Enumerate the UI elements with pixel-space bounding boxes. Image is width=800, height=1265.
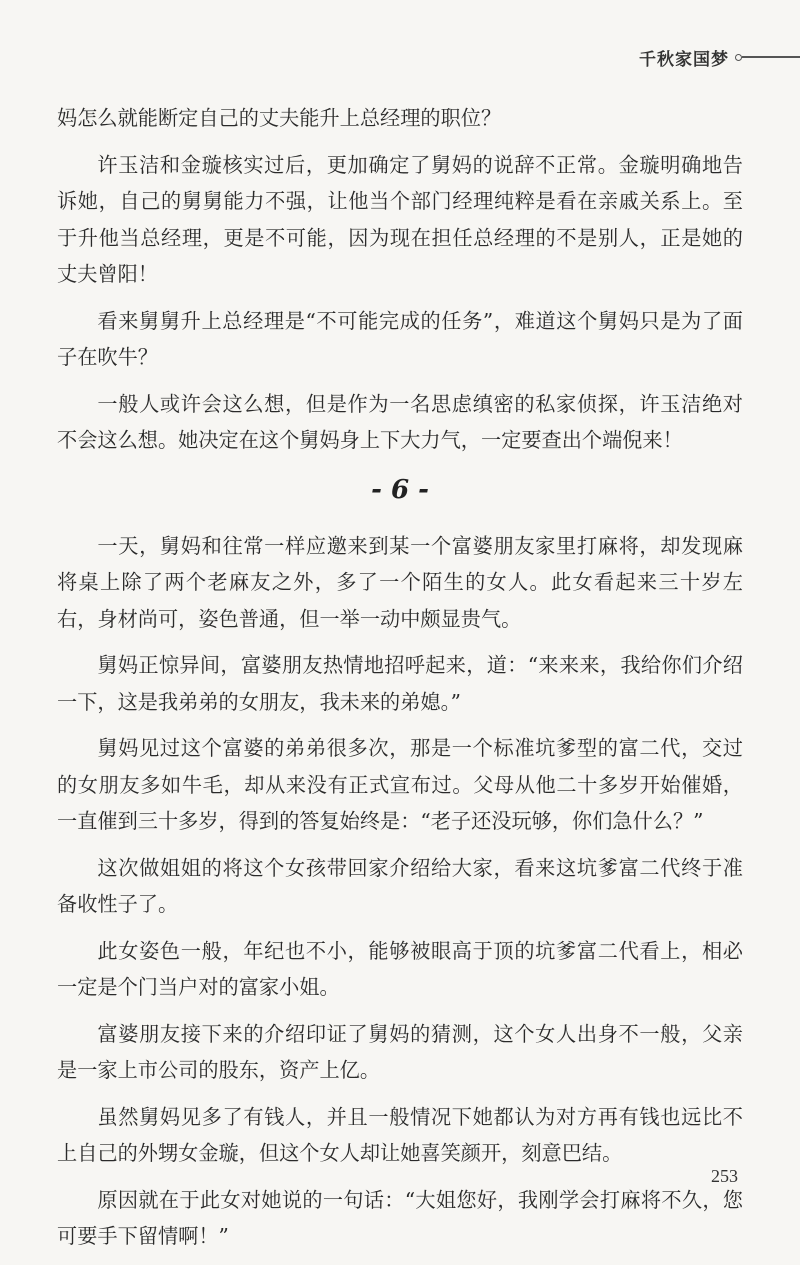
page-body xyxy=(57,100,743,1265)
paragraph: 许玉洁和金璇核实过后，更加确定了舅妈的说辞不正常。金璇明确地告诉她，自己的舅舅能力不强，让他当个部门经理纯粹是看在亲戚关系上。至于升他当总经理，更是不可能，因为现在担任总经理的不是别人，正是她的丈夫曾阳！ xyxy=(57,152,743,286)
paragraph: 此女姿色一般，年纪也不小，能够被眼高于顶的坑爹富二代看上，相必一定是个门当户对的富家小姐。 xyxy=(57,938,743,999)
paragraph: 富婆朋友接下来的介绍印证了舅妈的猜测，这个女人出身不一般，父亲是一家上市公司的股东，资产上亿。 xyxy=(57,1021,743,1082)
paragraph: 原因就在于此女对她说的一句话：“大姐您好，我刚学会打麻将不久，您可要手下留情啊！” xyxy=(57,1187,743,1248)
book-title: 千秋家国梦 xyxy=(639,49,729,70)
paragraph: 这次做姐姐的将这个女孩带回家介绍给大家，看来这坑爹富二代终于准备收性子了。 xyxy=(57,855,743,916)
header-ornament-line xyxy=(742,56,800,57)
paragraph: 舅妈见过这个富婆的弟弟很多次，那是一个标准坑爹型的富二代，交过的女朋友多如牛毛，却从来没有正式宣布过。父母从他二十多岁开始催婚，一直催到三十多岁，得到的答复始终是：“老子还没玩够，你们急什么？” xyxy=(57,736,743,833)
section-number: - 6 - xyxy=(371,474,429,505)
paragraph: 一般人或许会这么想，但是作为一名思虑缜密的私家侦探，许玉洁绝对不会这么想。她决定在这个舅妈身上下大力气，一定要查出个端倪来！ xyxy=(57,391,743,452)
paragraph: 虽然舅妈见多了有钱人，并且一般情况下她都认为对方再有钱也远比不上自己的外甥女金璇，但这个女人却让她喜笑颜开，刻意巴结。 xyxy=(57,1104,743,1165)
paragraph: 舅妈正惊异间，富婆朋友热情地招呼起来，道：“来来来，我给你们介绍一下，这是我弟弟的女朋友，我未来的弟媳。” xyxy=(57,653,743,714)
paragraph: 妈怎么就能断定自己的丈夫能升上总经理的职位？ xyxy=(57,106,502,130)
page-number: 253 xyxy=(711,1166,738,1186)
header-ornament-circle xyxy=(735,54,742,61)
paragraph: 看来舅舅升上总经理是“不可能完成的任务”，难道这个舅妈只是为了面子在吹牛？ xyxy=(57,308,743,369)
paragraph: 一天，舅妈和往常一样应邀来到某一个富婆朋友家里打麻将，却发现麻将桌上除了两个老麻友之外，多了一个陌生的女人。此女看起来三十岁左右，身材尚可，姿色普通，但一举一动中颇显贵气。 xyxy=(57,533,743,631)
running-header xyxy=(639,40,800,74)
